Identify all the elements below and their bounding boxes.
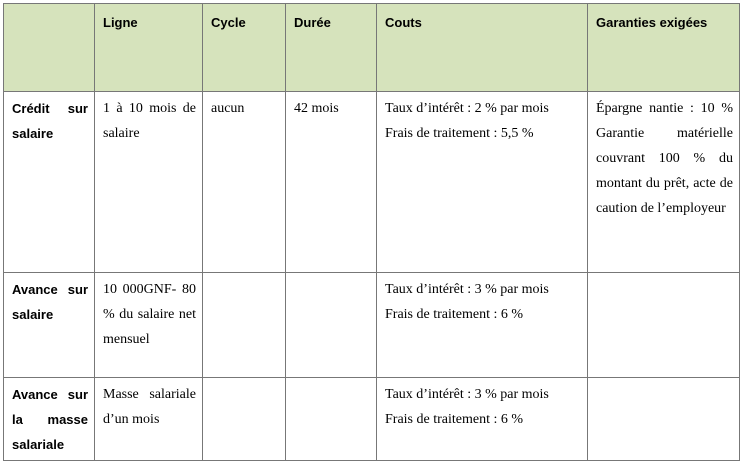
cell-garanties: Épargne nantie : 10 % Garantie matérielle couvrant 100 % du montant du prêt, acte de caution de l’employeur: [588, 92, 740, 273]
header-duree: Durée: [286, 4, 377, 92]
table-row: [4, 378, 740, 461]
cell-garanties: [588, 273, 740, 378]
header-cycle: Cycle: [203, 4, 286, 92]
row-product-label: Avance sur salaire: [4, 273, 95, 378]
cell-couts: [377, 378, 588, 461]
cell-duree: [286, 378, 377, 461]
cell-cycle: aucun: [203, 92, 286, 273]
cost-interest-rate: Taux d’intérêt : 3 % par mois: [385, 387, 549, 402]
cell-cycle: [203, 273, 286, 378]
cost-interest-rate: Taux d’intérêt : 2 % par mois: [385, 101, 549, 116]
cell-garanties: [588, 378, 740, 461]
cell-ligne: 1 à 10 mois de salaire: [95, 92, 203, 273]
cell-cycle: [203, 378, 286, 461]
header-couts: Couts: [377, 4, 588, 92]
cell-couts: [377, 273, 588, 378]
header-garanties: Garanties exigées: [588, 4, 740, 92]
cost-processing-fee: Frais de traitement : 6 %: [385, 412, 524, 427]
cost-interest-rate: Taux d’intérêt : 3 % par mois: [385, 282, 549, 297]
cell-duree: [286, 273, 377, 378]
table-header-row: [4, 4, 740, 92]
header-empty: [4, 4, 95, 92]
cell-couts: [377, 92, 588, 273]
header-ligne: Ligne: [95, 4, 203, 92]
cell-ligne: Masse salariale d’un mois: [95, 378, 203, 461]
row-product-label: Avance sur la masse salariale: [4, 378, 95, 461]
table-row: [4, 273, 740, 378]
cell-duree: 42 mois: [286, 92, 377, 273]
row-product-label: Crédit sur salaire: [4, 92, 95, 273]
table-row: [4, 92, 740, 273]
loan-products-table: [3, 3, 740, 461]
cost-processing-fee: Frais de traitement : 6 %: [385, 307, 524, 322]
cell-ligne: 10 000GNF- 80 % du salaire net mensuel: [95, 273, 203, 378]
cost-processing-fee: Frais de traitement : 5,5 %: [385, 126, 534, 141]
